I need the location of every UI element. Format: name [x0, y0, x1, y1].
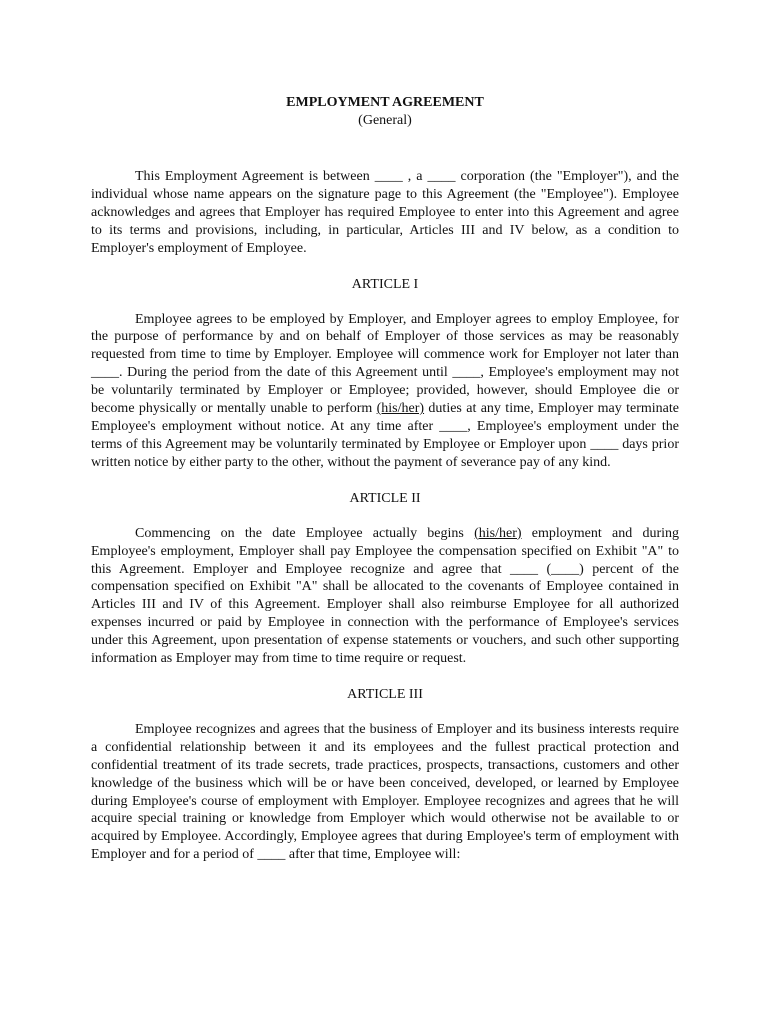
intro-paragraph: This Employment Agreement is between ____ , a ____ corporation (the "Employer"), and the individual whose name appears on the signature page to this Agreement (the "Employee"). Employee acknowledges and agrees that Employer has required Employee to enter into this Agreement and agree to its terms and provisions, including, in particular, Articles III and IV below, as a condition to Employer's employment of Employee.: [91, 169, 679, 256]
document-subtitle: (General): [358, 113, 412, 128]
article-3-heading: ARTICLE III: [347, 686, 423, 702]
article-1-pronoun: (his/her): [376, 401, 425, 417]
article-2-text-part2: employment and during Employee's employment, Employer shall pay Employee the compensation specified on Exhibit "A" to this Agreement. Employer and Employee recognize and agree that ____ (____) percent of the compensation specified on Exhibit "A" shall be allocated to the covenants of Employee contained in Articles III and IV of this Agreement. Employer shall also reimburse Employee for all authorized expenses incurred or paid by Employee in connection with the performance of Employee's services under this Agreement, upon presentation of expense statements or vouchers, and such other supporting information as Employer may from time to time require or request.: [91, 525, 679, 667]
article-2-pronoun: (his/her): [474, 525, 522, 541]
article-1-paragraph: [91, 311, 679, 472]
article-1-text-part2: duties at any time, Employer may terminate Employee's employment without notice. At any time after ____, Employee's employment under the terms of this Agreement may be voluntarily terminated by Employee or Employer upon ____ days prior written notice by either party to the other, without the payment of severance pay of any kind.: [91, 401, 679, 470]
document-title: EMPLOYMENT AGREEMENT: [286, 95, 484, 110]
article-1-text-part1: Employee agrees to be employed by Employer, and Employer agrees to employ Employee, for the purpose of performance by and on behalf of Employer of those services as may be reasonably requested from time to time by Employer. Employee will commence work for Employer not later than ____. During the period from the date of this Agreement until ____, Employee's employment may not be voluntarily terminated by Employer or Employee; provided, however, should Employee die or become physically or mentally unable to perform: [91, 311, 679, 417]
article-2-text-part1: Commencing on the date Employee actually begins: [135, 525, 475, 541]
article-1-heading: ARTICLE I: [351, 276, 419, 292]
article-3-paragraph: Employee recognizes and agrees that the business of Employer and its business interests require a confidential relationship between it and its employees and the fullest practical protection and confidential treatment of its trade secrets, trade practices, prospects, transactions, customers and other knowledge of the business which will be or have been conceived, developed, or learned by Employee during Employee's course of employment with Employer. Employee recognizes and agrees that he will acquire special training or knowledge from Employer which would otherwise not be available to or acquired by Employee. Accordingly, Employee agrees that during Employee's term of employment with Employer and for a period of ____ after that time, Employee will:: [91, 721, 679, 863]
article-2-heading: ARTICLE II: [349, 490, 421, 506]
article-2-paragraph: [91, 525, 679, 668]
